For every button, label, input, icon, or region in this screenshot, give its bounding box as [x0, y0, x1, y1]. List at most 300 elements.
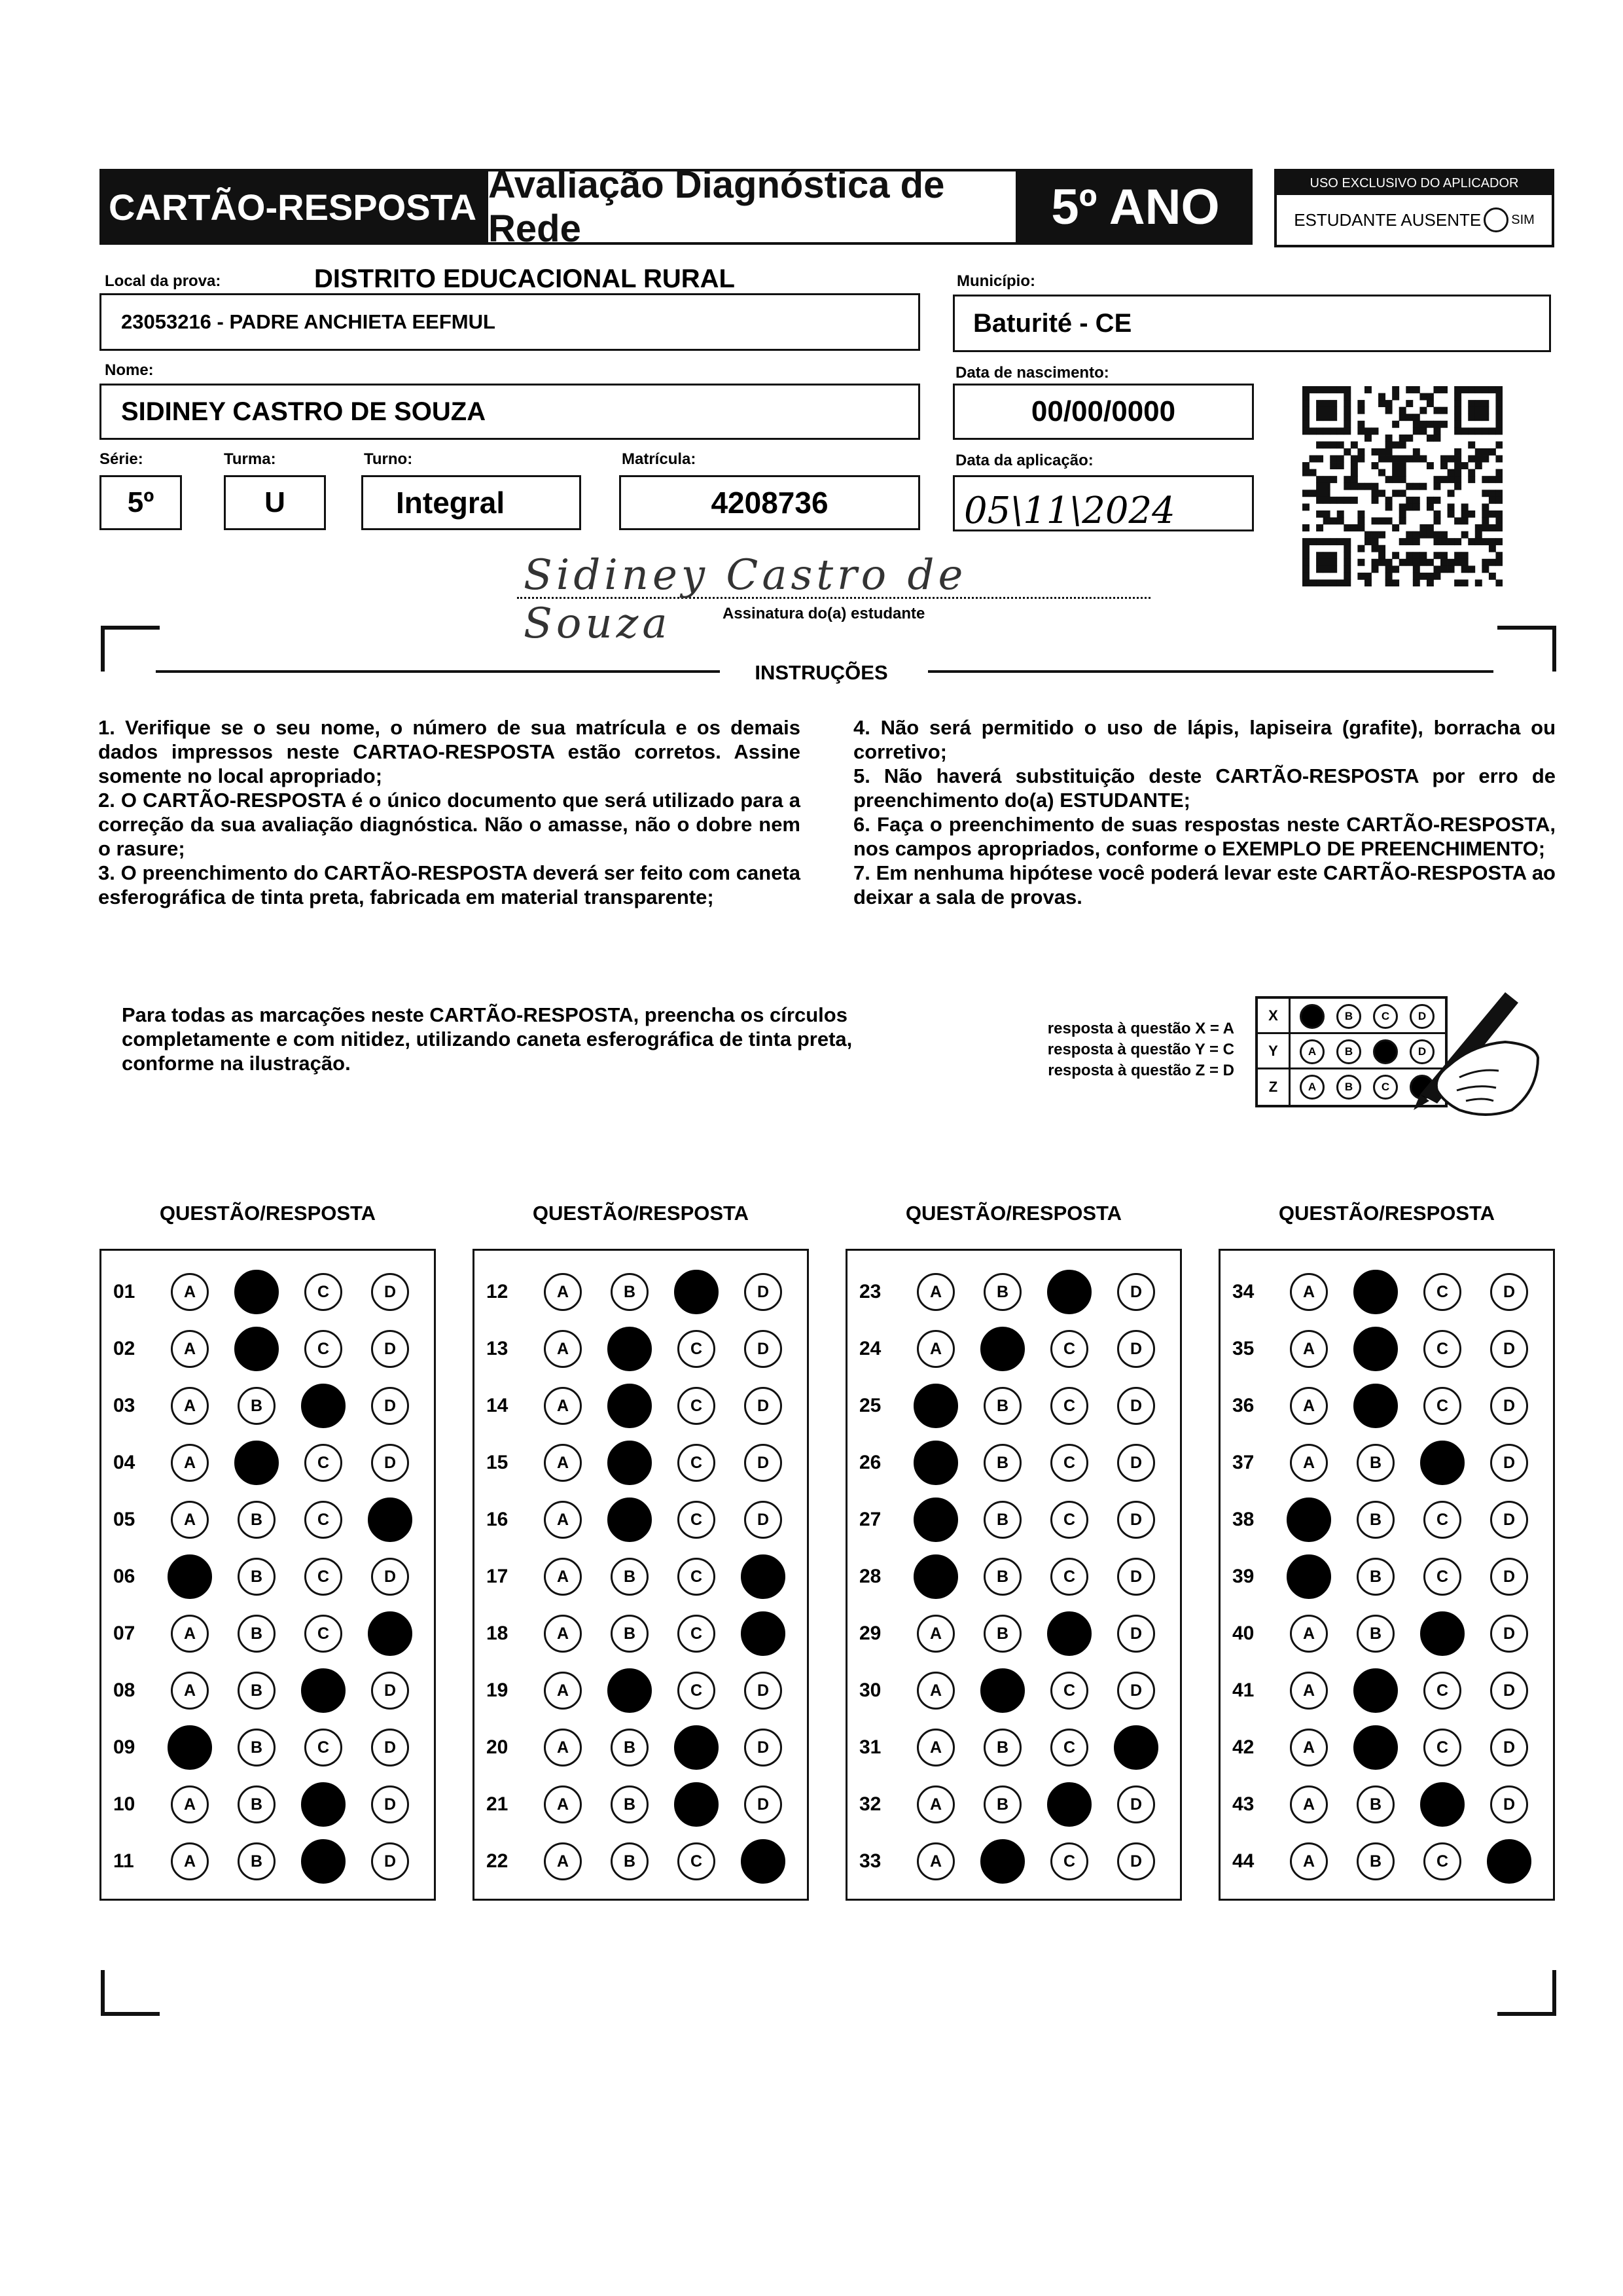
answer-bubble-c-marked[interactable]	[301, 1668, 346, 1713]
question-row	[474, 1726, 807, 1769]
question-number: 40	[1232, 1623, 1255, 1644]
answer-bubble-d[interactable]: D	[1117, 1330, 1155, 1368]
question-row	[847, 1270, 1180, 1314]
answer-bubble-c[interactable]: C	[677, 1501, 715, 1539]
answer-bubble-a[interactable]: A	[1290, 1387, 1328, 1425]
answer-bubble-d-marked[interactable]	[741, 1839, 785, 1884]
answer-bubble-b[interactable]: B	[1357, 1558, 1395, 1596]
question-number: 08	[113, 1679, 135, 1701]
answer-bubble-a[interactable]: A	[917, 1273, 955, 1311]
answer-bubble-b[interactable]: B	[984, 1273, 1022, 1311]
answer-bubble-d[interactable]: D	[1117, 1444, 1155, 1482]
fill-note: Para todas as marcações neste CARTÃO-RESPOSTA, preencha os círculos completamente e com nitidez, utilizando caneta esferográfica de tinta preta, conforme na ilustração.	[122, 1003, 853, 1075]
question-number: 44	[1232, 1850, 1255, 1872]
answer-bubble-c-marked[interactable]	[1420, 1782, 1465, 1827]
question-row	[101, 1327, 434, 1371]
question-row	[847, 1384, 1180, 1427]
question-row	[101, 1555, 434, 1598]
answer-bubble-d-marked[interactable]	[1487, 1839, 1531, 1884]
answer-bubble-c[interactable]: C	[304, 1615, 342, 1653]
example-bubble-d: D	[1410, 1004, 1435, 1029]
answer-bubble-b[interactable]: B	[611, 1842, 649, 1880]
column-title: QUESTÃO/RESPOSTA	[532, 1202, 749, 1225]
answer-bubble-c[interactable]: C	[1050, 1444, 1088, 1482]
question-number: 07	[113, 1623, 135, 1644]
absent-label: ESTUDANTE AUSENTE	[1294, 209, 1482, 230]
answer-bubble-d[interactable]: D	[744, 1273, 782, 1311]
answer-bubble-c-marked[interactable]	[301, 1839, 346, 1884]
question-row	[101, 1384, 434, 1427]
answer-bubble-d[interactable]: D	[1117, 1387, 1155, 1425]
matricula-value: 4208736	[711, 486, 829, 520]
answer-bubble-c[interactable]: C	[1423, 1387, 1461, 1425]
answer-bubble-a[interactable]: A	[917, 1615, 955, 1653]
answer-bubble-a[interactable]: A	[917, 1785, 955, 1823]
answer-bubble-d[interactable]: D	[744, 1672, 782, 1710]
answer-bubble-c[interactable]: C	[1423, 1501, 1461, 1539]
answer-bubble-d[interactable]: D	[1490, 1729, 1528, 1767]
answer-bubble-b[interactable]: B	[238, 1501, 276, 1539]
instruction-7: 7. Em nenhuma hipótese você poderá levar este CARTÃO-RESPOSTA ao deixar a sala de provas.	[853, 861, 1556, 908]
answer-bubble-c[interactable]: C	[304, 1501, 342, 1539]
aplicacao-value: 05\11\2024	[964, 489, 1175, 532]
question-row	[1221, 1270, 1553, 1314]
answer-bubble-a[interactable]: A	[544, 1501, 582, 1539]
card-title-text: CARTÃO-RESPOSTA	[108, 186, 477, 228]
question-number: 30	[859, 1679, 882, 1701]
answer-bubble-c[interactable]: C	[304, 1330, 342, 1368]
answer-bubble-b-marked[interactable]	[607, 1668, 652, 1713]
answer-bubble-b-marked[interactable]	[607, 1327, 652, 1371]
answer-bubble-c[interactable]: C	[677, 1615, 715, 1653]
answer-bubble-d[interactable]: D	[744, 1785, 782, 1823]
answer-bubble-a[interactable]: A	[1290, 1273, 1328, 1311]
question-row	[847, 1669, 1180, 1712]
local-value: DISTRITO EDUCACIONAL RURAL	[314, 264, 735, 293]
answer-bubble-d[interactable]: D	[371, 1273, 409, 1311]
answer-bubble-a[interactable]: A	[171, 1387, 209, 1425]
column-title: QUESTÃO/RESPOSTA	[1278, 1202, 1495, 1225]
answer-bubble-d[interactable]: D	[371, 1444, 409, 1482]
answer-bubble-b-marked[interactable]	[1353, 1270, 1398, 1314]
question-row	[847, 1840, 1180, 1883]
example-bubble-a: A	[1300, 1039, 1325, 1064]
question-row	[474, 1498, 807, 1541]
answer-bubble-b-marked[interactable]	[1353, 1725, 1398, 1770]
answer-bubble-d[interactable]: D	[744, 1330, 782, 1368]
answer-bubble-c[interactable]: C	[304, 1444, 342, 1482]
answer-bubble-d[interactable]: D	[371, 1672, 409, 1710]
corner-mark-bottom-left	[101, 1970, 160, 2016]
question-number: 04	[113, 1452, 135, 1473]
answer-bubble-a[interactable]: A	[917, 1330, 955, 1368]
question-row	[101, 1441, 434, 1484]
signature: Sidiney Castro de Souza	[524, 551, 967, 648]
answer-bubble-a-marked[interactable]	[914, 1384, 958, 1428]
nascimento-label: Data de nascimento:	[955, 364, 1109, 382]
answer-bubble-c-marked[interactable]	[1047, 1782, 1092, 1827]
answer-bubble-b[interactable]: B	[984, 1558, 1022, 1596]
question-number: 39	[1232, 1566, 1255, 1587]
question-row	[474, 1327, 807, 1371]
example-legend	[1018, 1018, 1234, 1081]
answer-bubble-b[interactable]: B	[1357, 1444, 1395, 1482]
question-number: 34	[1232, 1281, 1255, 1302]
question-number: 29	[859, 1623, 882, 1644]
answer-bubble-b[interactable]: B	[238, 1558, 276, 1596]
serie-field	[99, 475, 182, 530]
question-number: 28	[859, 1566, 882, 1587]
answer-bubble-c[interactable]: C	[304, 1558, 342, 1596]
answer-bubble-c[interactable]: C	[1050, 1501, 1088, 1539]
example-bubble-b: B	[1336, 1004, 1361, 1029]
answer-bubble-a-marked[interactable]	[914, 1498, 958, 1542]
answer-bubble-c[interactable]: C	[1050, 1558, 1088, 1596]
answer-bubble-a[interactable]: A	[171, 1615, 209, 1653]
answer-bubble-a[interactable]: A	[544, 1387, 582, 1425]
answer-bubble-c[interactable]: C	[677, 1444, 715, 1482]
answer-bubble-c[interactable]: C	[1050, 1842, 1088, 1880]
answer-bubble-b-marked[interactable]	[980, 1327, 1025, 1371]
answer-bubble-b-marked[interactable]	[980, 1839, 1025, 1884]
question-number: 31	[859, 1736, 882, 1758]
answer-bubble-d[interactable]: D	[1490, 1501, 1528, 1539]
answer-column	[473, 1249, 809, 1901]
answer-bubble-c[interactable]: C	[1050, 1387, 1088, 1425]
answer-bubble-d[interactable]: D	[1117, 1501, 1155, 1539]
answer-bubble-a[interactable]: A	[544, 1672, 582, 1710]
answer-bubble-b[interactable]: B	[984, 1501, 1022, 1539]
question-number: 22	[486, 1850, 508, 1872]
instructions-rule-right	[928, 670, 1493, 673]
municipio-value: Baturité - CE	[973, 308, 1132, 338]
answer-bubble-b-marked[interactable]	[1353, 1668, 1398, 1713]
answer-bubble-d[interactable]: D	[371, 1729, 409, 1767]
answer-bubble-b-marked[interactable]	[980, 1668, 1025, 1713]
answer-bubble-b[interactable]: B	[611, 1729, 649, 1767]
example-question: X	[1258, 999, 1291, 1032]
question-number: 41	[1232, 1679, 1255, 1701]
answer-bubble-d[interactable]: D	[1490, 1273, 1528, 1311]
example-bubble-c-marked	[1373, 1039, 1398, 1064]
answer-bubble-d[interactable]: D	[1490, 1558, 1528, 1596]
answer-bubble-b-marked[interactable]	[1353, 1327, 1398, 1371]
answer-bubble-d-marked[interactable]	[368, 1498, 412, 1542]
question-number: 10	[113, 1793, 135, 1815]
answer-bubble-c[interactable]: C	[677, 1672, 715, 1710]
example-bubble-b: B	[1336, 1039, 1361, 1064]
answer-bubble-c[interactable]: C	[1423, 1672, 1461, 1710]
nascimento-value: 00/00/0000	[1031, 395, 1176, 427]
question-row	[1221, 1384, 1553, 1427]
instruction-2: 2. O CARTÃO-RESPOSTA é o único documento que será utilizado para a correção da sua avaliação diagnóstica. Não o amasse, não o dobre nem o rasure;	[98, 789, 800, 860]
answer-bubble-b[interactable]: B	[238, 1672, 276, 1710]
answer-bubble-b[interactable]: B	[984, 1729, 1022, 1767]
answer-bubble-c[interactable]: C	[304, 1273, 342, 1311]
question-row	[474, 1270, 807, 1314]
answer-bubble-b[interactable]: B	[984, 1785, 1022, 1823]
answer-bubble-b-marked[interactable]	[607, 1441, 652, 1485]
answer-bubble-b[interactable]: B	[984, 1615, 1022, 1653]
answer-bubble-b-marked[interactable]	[234, 1441, 279, 1485]
question-row	[847, 1498, 1180, 1541]
answer-bubble-c[interactable]: C	[1050, 1330, 1088, 1368]
answer-bubble-b[interactable]: B	[1357, 1785, 1395, 1823]
answer-bubble-d[interactable]: D	[1117, 1615, 1155, 1653]
answer-bubble-b-marked[interactable]	[1353, 1384, 1398, 1428]
nome-value: SIDINEY CASTRO DE SOUZA	[121, 397, 486, 426]
corner-mark-top-left	[101, 626, 160, 672]
question-row	[847, 1441, 1180, 1484]
answer-bubble-b[interactable]: B	[611, 1785, 649, 1823]
answer-bubble-c-marked[interactable]	[301, 1384, 346, 1428]
answer-bubble-c[interactable]: C	[1423, 1330, 1461, 1368]
answer-bubble-c-marked[interactable]	[301, 1782, 346, 1827]
answer-bubble-a[interactable]: A	[171, 1672, 209, 1710]
corner-mark-top-right	[1497, 626, 1556, 672]
answer-bubble-d[interactable]: D	[744, 1501, 782, 1539]
turno-field	[361, 475, 581, 530]
aplicacao-field	[953, 475, 1254, 531]
answer-bubble-b-marked[interactable]	[607, 1498, 652, 1542]
answer-bubble-b[interactable]: B	[238, 1729, 276, 1767]
question-row	[1221, 1783, 1553, 1826]
municipio-label: Município:	[957, 272, 1035, 290]
question-number: 33	[859, 1850, 882, 1872]
answer-bubble-c[interactable]: C	[1423, 1842, 1461, 1880]
answer-bubble-d[interactable]: D	[1117, 1785, 1155, 1823]
answer-bubble-b[interactable]: B	[238, 1387, 276, 1425]
question-number: 24	[859, 1338, 882, 1359]
grade-text: 5º ANO	[1051, 179, 1220, 235]
question-row	[1221, 1726, 1553, 1769]
exam-title	[486, 164, 1018, 250]
answer-bubble-a[interactable]: A	[917, 1672, 955, 1710]
answer-bubble-c[interactable]: C	[677, 1387, 715, 1425]
answer-bubble-d[interactable]: D	[1117, 1672, 1155, 1710]
question-number: 12	[486, 1281, 508, 1302]
answer-bubble-d[interactable]: D	[1490, 1330, 1528, 1368]
answer-bubble-a[interactable]: A	[171, 1785, 209, 1823]
answer-bubble-c-marked[interactable]	[674, 1270, 719, 1314]
example-bubble-b: B	[1336, 1075, 1361, 1100]
example-question: Z	[1258, 1069, 1291, 1105]
answer-bubble-d[interactable]: D	[1490, 1615, 1528, 1653]
question-number: 21	[486, 1793, 508, 1815]
turno-value: Integral	[396, 486, 505, 520]
answer-bubble-a[interactable]: A	[544, 1842, 582, 1880]
answer-bubble-b[interactable]: B	[611, 1615, 649, 1653]
answer-bubble-d[interactable]: D	[371, 1387, 409, 1425]
answer-bubble-d-marked[interactable]	[368, 1611, 412, 1656]
matricula-label: Matrícula:	[622, 450, 696, 468]
answer-bubble-d[interactable]: D	[744, 1387, 782, 1425]
answer-bubble-b[interactable]: B	[1357, 1615, 1395, 1653]
serie-value: 5º	[127, 486, 154, 518]
answer-bubble-c[interactable]: C	[677, 1558, 715, 1596]
instructions-title: INSTRUÇÕES	[755, 661, 888, 684]
answer-bubble-d[interactable]: D	[1490, 1387, 1528, 1425]
answer-bubble-a[interactable]: A	[171, 1501, 209, 1539]
answer-bubble-b[interactable]: B	[611, 1558, 649, 1596]
answer-bubble-b[interactable]: B	[1357, 1842, 1395, 1880]
question-number: 09	[113, 1736, 135, 1758]
matricula-field	[619, 475, 920, 530]
answer-bubble-a[interactable]: A	[171, 1842, 209, 1880]
answer-bubble-a[interactable]: A	[171, 1273, 209, 1311]
answer-bubble-c-marked[interactable]	[674, 1782, 719, 1827]
question-number: 15	[486, 1452, 508, 1473]
answer-bubble-a[interactable]: A	[1290, 1729, 1328, 1767]
applicator-label: USO EXCLUSIVO DO APLICADOR	[1277, 171, 1552, 195]
aplicacao-label: Data da aplicação:	[955, 452, 1094, 469]
answer-bubble-b-marked[interactable]	[607, 1384, 652, 1428]
answer-bubble-a-marked[interactable]	[914, 1554, 958, 1599]
answer-bubble-a[interactable]: A	[544, 1729, 582, 1767]
answer-bubble-d[interactable]: D	[1117, 1558, 1155, 1596]
answer-bubble-c[interactable]: C	[677, 1330, 715, 1368]
answer-bubble-a[interactable]: A	[544, 1615, 582, 1653]
question-number: 26	[859, 1452, 882, 1473]
answer-bubble-a-marked[interactable]	[1287, 1554, 1331, 1599]
answer-bubble-b[interactable]: B	[611, 1273, 649, 1311]
answer-bubble-d-marked[interactable]	[741, 1611, 785, 1656]
answer-bubble-a[interactable]: A	[917, 1729, 955, 1767]
answer-bubble-a[interactable]: A	[171, 1444, 209, 1482]
answer-bubble-c-marked[interactable]	[1420, 1611, 1465, 1656]
question-row	[101, 1612, 434, 1655]
answer-column	[846, 1249, 1182, 1901]
answer-bubble-c-marked[interactable]	[1420, 1441, 1465, 1485]
example-bubble-a: A	[1300, 1075, 1325, 1100]
question-row	[101, 1726, 434, 1769]
question-number: 42	[1232, 1736, 1255, 1758]
answer-bubble-a[interactable]: A	[544, 1444, 582, 1482]
question-row	[474, 1669, 807, 1712]
answer-bubble-c-marked[interactable]	[674, 1725, 719, 1770]
answer-bubble-c[interactable]: C	[1423, 1729, 1461, 1767]
instruction-3: 3. O preenchimento do CARTÃO-RESPOSTA deverá ser feito com caneta esferográfica de tinta preta, fabricada em material transparente;	[98, 861, 800, 908]
answer-bubble-c[interactable]: C	[304, 1729, 342, 1767]
answer-bubble-d[interactable]: D	[371, 1785, 409, 1823]
answer-bubble-a-marked[interactable]	[168, 1725, 212, 1770]
corner-mark-bottom-right	[1497, 1970, 1556, 2016]
answer-bubble-d[interactable]: D	[1490, 1785, 1528, 1823]
turma-label: Turma:	[224, 450, 276, 468]
applicator-box	[1274, 169, 1554, 247]
question-number: 36	[1232, 1395, 1255, 1416]
answer-bubble-c[interactable]: C	[1423, 1558, 1461, 1596]
question-number: 19	[486, 1679, 508, 1701]
answer-bubble-a[interactable]: A	[917, 1842, 955, 1880]
question-number: 32	[859, 1793, 882, 1815]
answer-bubble-b[interactable]: B	[984, 1387, 1022, 1425]
answer-bubble-c[interactable]: C	[1423, 1273, 1461, 1311]
answer-bubble-d[interactable]: D	[1117, 1273, 1155, 1311]
instruction-6: 6. Faça o preenchimento de suas respostas neste CARTÃO-RESPOSTA, nos campos apropriados, conforme o EXEMPLO DE PREENCHIMENTO;	[853, 813, 1556, 860]
question-number: 25	[859, 1395, 882, 1416]
answer-bubble-d-marked[interactable]	[741, 1554, 785, 1599]
question-row	[1221, 1441, 1553, 1484]
answer-bubble-a-marked[interactable]	[914, 1441, 958, 1485]
answer-bubble-a[interactable]: A	[1290, 1672, 1328, 1710]
answer-bubble-c-marked[interactable]	[1047, 1270, 1092, 1314]
answer-bubble-b-marked[interactable]	[234, 1327, 279, 1371]
answer-bubble-b[interactable]: B	[1357, 1501, 1395, 1539]
answer-bubble-d[interactable]: D	[1490, 1444, 1528, 1482]
answer-bubble-a[interactable]: A	[1290, 1330, 1328, 1368]
answer-bubble-c[interactable]: C	[677, 1842, 715, 1880]
answer-bubble-d-marked[interactable]	[1114, 1725, 1158, 1770]
answer-bubble-a[interactable]: A	[1290, 1615, 1328, 1653]
answer-bubble-d[interactable]: D	[371, 1558, 409, 1596]
question-number: 03	[113, 1395, 135, 1416]
answer-bubble-a[interactable]: A	[1290, 1785, 1328, 1823]
answer-bubble-d[interactable]: D	[1490, 1672, 1528, 1710]
answer-bubble-b[interactable]: B	[984, 1444, 1022, 1482]
answer-bubble-a[interactable]: A	[544, 1330, 582, 1368]
question-number: 18	[486, 1623, 508, 1644]
answer-bubble-a[interactable]: A	[544, 1558, 582, 1596]
question-row	[474, 1555, 807, 1598]
question-number: 17	[486, 1566, 508, 1587]
answer-bubble-d[interactable]: D	[371, 1330, 409, 1368]
question-number: 38	[1232, 1509, 1255, 1530]
answer-column	[99, 1249, 436, 1901]
question-row	[101, 1783, 434, 1826]
question-number: 23	[859, 1281, 882, 1302]
answer-bubble-d[interactable]: D	[1117, 1842, 1155, 1880]
question-number: 43	[1232, 1793, 1255, 1815]
answer-bubble-a-marked[interactable]	[168, 1554, 212, 1599]
answer-bubble-d[interactable]: D	[744, 1444, 782, 1482]
answer-bubble-d[interactable]: D	[744, 1729, 782, 1767]
example-bubble-a-marked	[1300, 1004, 1325, 1029]
question-row	[474, 1441, 807, 1484]
example-bubble-d: D	[1410, 1039, 1435, 1064]
pen-hand-illustration	[1407, 979, 1541, 1119]
answer-bubble-c-marked[interactable]	[1047, 1611, 1092, 1656]
answer-bubble-c[interactable]: C	[1050, 1729, 1088, 1767]
answer-bubble-a[interactable]: A	[544, 1273, 582, 1311]
answer-bubble-b[interactable]: B	[238, 1842, 276, 1880]
answer-bubble-c[interactable]: C	[1050, 1672, 1088, 1710]
question-number: 27	[859, 1509, 882, 1530]
answer-bubble-b[interactable]: B	[238, 1615, 276, 1653]
question-row	[474, 1840, 807, 1883]
instructions-right	[853, 715, 1556, 909]
answer-bubble-a[interactable]: A	[171, 1330, 209, 1368]
question-row	[101, 1669, 434, 1712]
question-number: 02	[113, 1338, 135, 1359]
answer-bubble-a-marked[interactable]	[1287, 1498, 1331, 1542]
absent-option: SIM	[1511, 212, 1535, 227]
answer-bubble-a[interactable]: A	[1290, 1444, 1328, 1482]
answer-bubble-a[interactable]: A	[1290, 1842, 1328, 1880]
question-row	[1221, 1498, 1553, 1541]
example-line-x: resposta à questão X = A	[1047, 1020, 1234, 1037]
question-number: 37	[1232, 1452, 1255, 1473]
question-row	[847, 1612, 1180, 1655]
instructions-rule-left	[156, 670, 720, 673]
answer-bubble-a[interactable]: A	[544, 1785, 582, 1823]
answer-bubble-b[interactable]: B	[238, 1785, 276, 1823]
answer-bubble-b-marked[interactable]	[234, 1270, 279, 1314]
example-question: Y	[1258, 1034, 1291, 1067]
question-row	[474, 1783, 807, 1826]
absent-checkbox[interactable]	[1484, 207, 1508, 232]
answer-bubble-d[interactable]: D	[371, 1842, 409, 1880]
